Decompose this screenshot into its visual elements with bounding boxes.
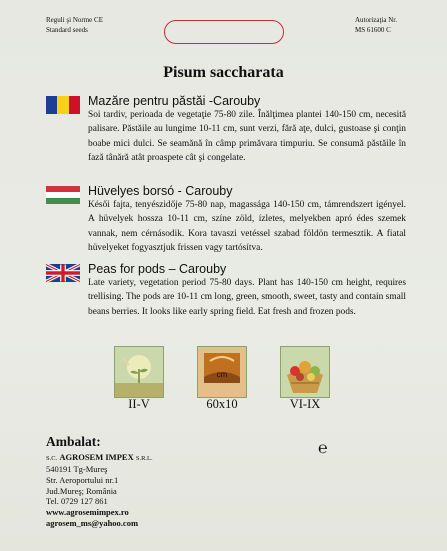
spacing-unit-text: cm [216, 370, 228, 379]
section-heading-en: Peas for pods – Carouby [88, 262, 227, 276]
harvest-period-label: VI-IX [289, 397, 321, 411]
section-heading-ro: Mazăre pentru păstăi -Carouby [88, 94, 261, 108]
street-address: Str. Aeroportului nr.1 [46, 475, 119, 485]
hanger-hole [164, 20, 284, 44]
email-link[interactable]: agrosem_ms@yahoo.com [46, 518, 139, 528]
hungary-flag [46, 186, 80, 204]
standards-note-line1: Reguli şi Norme CE [46, 16, 103, 24]
county-address: Jud.Mureş; România [46, 486, 117, 496]
estimated-sign-icon: ℮ [318, 440, 328, 457]
authorization-number: MS 61600 C [355, 26, 391, 34]
section-body-hu: Késői fajta, tenyészidője 75-80 nap, magassága 140-150 cm, támrendszert igényel. A hüvelyek hossza 10-11 cm, színe zöld, ízletes, melyekben apró édes szemek vannak, nem cérnásodik. Kora tavaszi vetéssel szabad földön termesztik. A fiatal hüvelyeket fogyasztjuk frissen vagy tartósítva. [88, 200, 406, 253]
section-heading-hu: Hüvelyes borsó - Carouby [88, 184, 233, 198]
authorization-label: Autorizaţia Nr. [355, 16, 397, 24]
spacing-icon [197, 346, 247, 398]
sowing-period-label: II-V [128, 397, 150, 411]
uk-flag [46, 264, 80, 282]
company-name: S.C. AGROSEM IMPEX S.R.L. [46, 452, 153, 462]
website-link[interactable]: www.agrosemimpex.ro [46, 507, 129, 517]
sowing-period-icon [114, 346, 164, 398]
section-body-en: Late variety, vegetation period 75-80 days. Plant has 140-150 cm height, requires trellising. The pods are 10-11 cm long, green, smooth, sweet, tasty and contain small beans berries. It looks like early spring field. Eat fresh and frozen pods. [88, 278, 406, 317]
romania-flag [46, 96, 80, 114]
phone-number: Tel. 0729 127 861 [46, 496, 108, 506]
page-title: Pisum saccharata [163, 64, 284, 81]
section-body-ro: Soi tardiv, perioada de vegetaţie 75-80 zile. Înălţimea plantei 140-150 cm, necesită palisare. Păstăile au lungime 10-11 cm, sunt verzi, fără aţe, dulci, gustoase şi conţin boabe mici dulci. Se seamănă în câmp primăvara timpuriu. Se consumă păstăile în fază tânără atât proaspete cât şi congelate. [88, 110, 406, 163]
packaging-title: Ambalat: [46, 434, 101, 449]
spacing-label: 60x10 [206, 397, 238, 411]
standards-note-line2: Standard seeds [46, 26, 88, 34]
harvest-period-icon [280, 346, 330, 398]
postal-address: 540191 Tg-Mureş [46, 464, 108, 474]
